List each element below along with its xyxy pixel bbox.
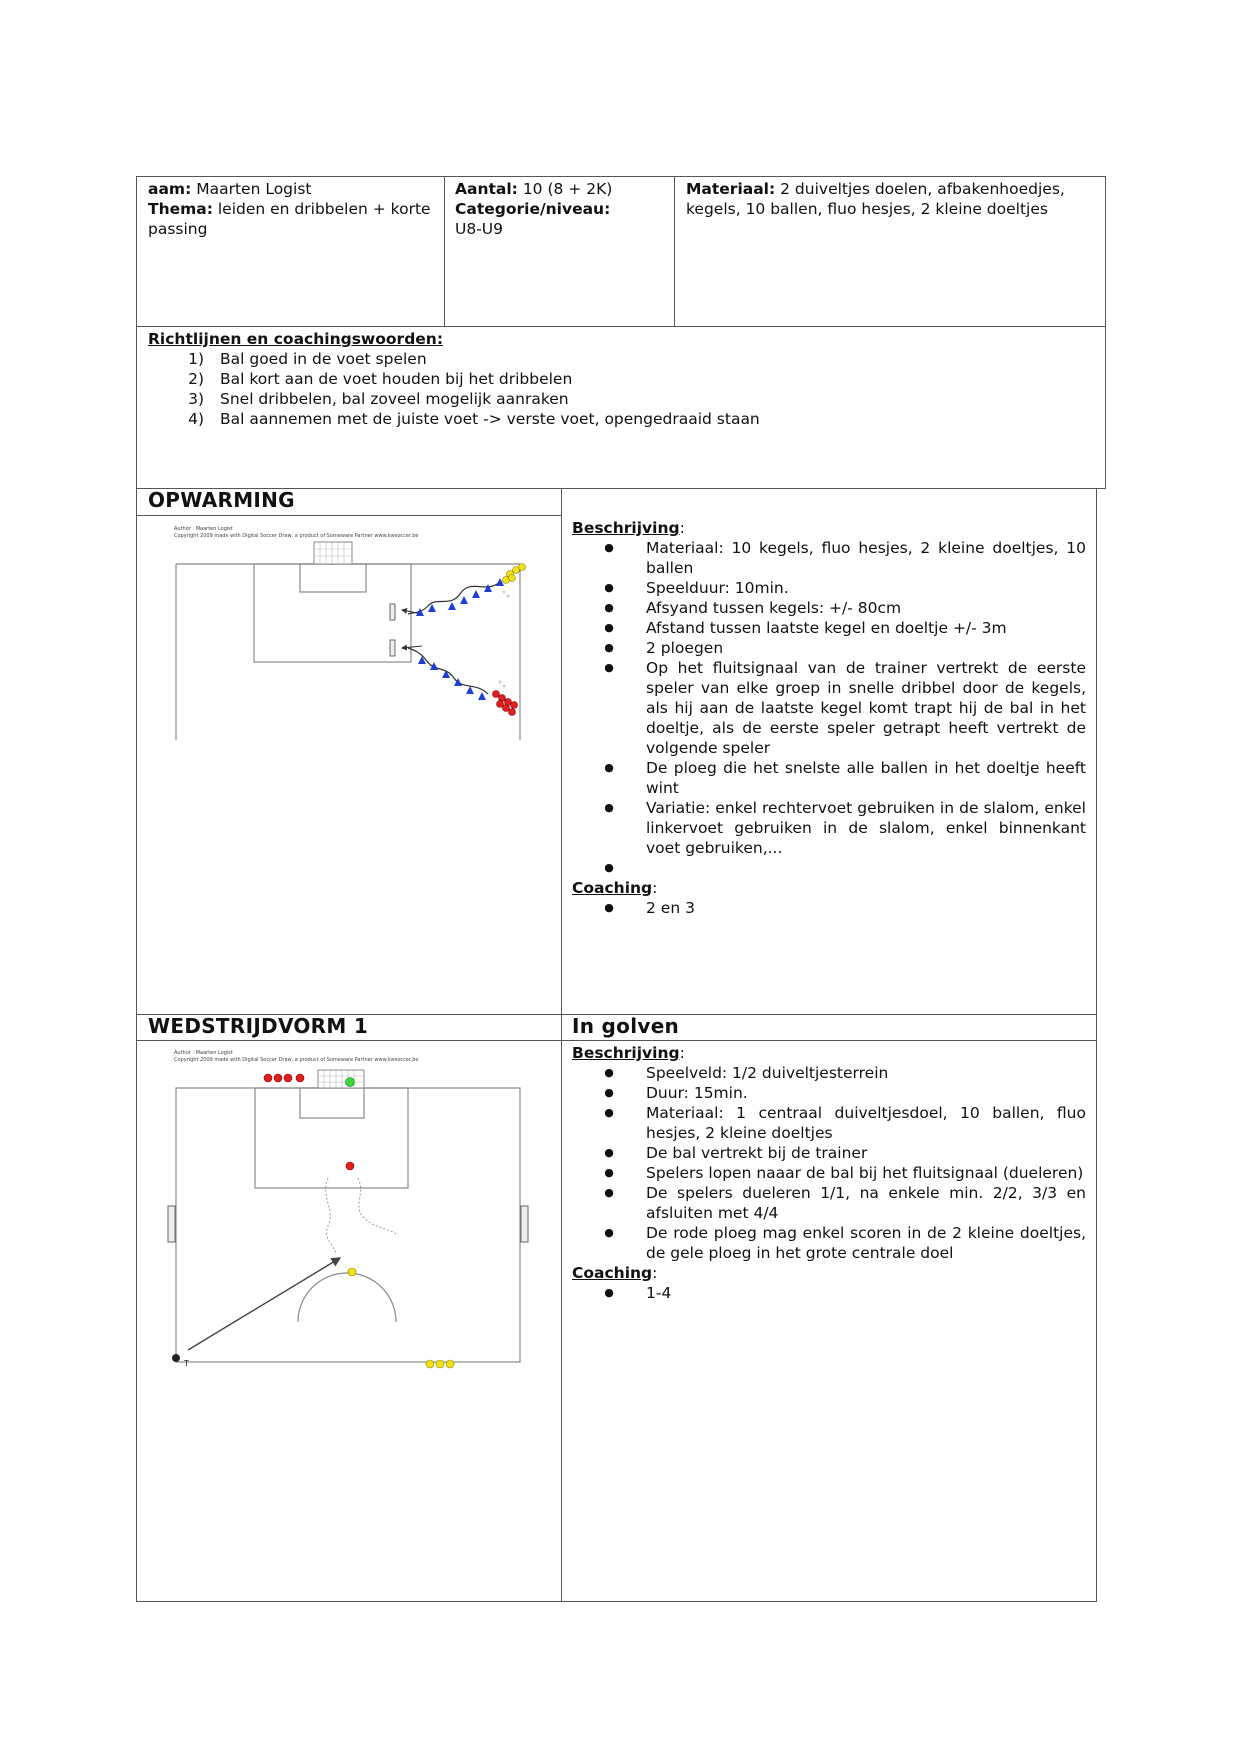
list-item: 2) Bal kort aan de voet houden bij het dribbelen [188, 370, 573, 388]
list-item: 3) Snel dribbelen, bal zoveel mogelijk aanraken [188, 390, 569, 408]
list-item: ● Materiaal: 10 kegels, fluo hesjes, 2 kleine doeltjes, 10 ballen [604, 539, 1086, 577]
warmup-col-divider [561, 488, 562, 1015]
list-item: ● Speelduur: 10min. [604, 579, 789, 597]
diagram-caption: Copyright 2009 made with Digital Soccer Draw, a product of Someware Partner www.kwsoccer.be [174, 533, 419, 539]
guidelines [148, 329, 1088, 429]
category-label: Categorie/niveau: [455, 200, 611, 218]
count-label: Aantal: [455, 180, 518, 198]
list-item: ● Afsyand tussen kegels: +/- 80cm [604, 599, 902, 617]
small-goal [390, 604, 395, 620]
small-goal [168, 1206, 175, 1242]
match1-diagram [160, 1048, 540, 1368]
warmup-list [572, 538, 1086, 878]
coaching-label: Coaching [572, 879, 653, 897]
list-item: ● De spelers dueleren 1/1, na enkele min. 2/2, 3/3 en afsluiten met 4/4 [604, 1184, 1086, 1222]
list-item: ● 2 en 3 [604, 899, 695, 917]
name-value: Maarten Logist [196, 180, 312, 198]
category-value: U8-U9 [455, 220, 504, 238]
list-item: ● Duur: 15min. [604, 1084, 748, 1102]
description-label: Beschrijving [572, 1044, 680, 1062]
header-name-theme-cell [148, 179, 440, 239]
list-item: ● 1-4 [604, 1284, 672, 1302]
list-item: ● Spelers lopen naaar de bal bij het fluitsignaal (dueleren) [604, 1164, 1084, 1182]
list-item: ● Variatie: enkel rechtervoet gebruiken in de slalom, enkel linkervoet gebruiken in de slalom, enkel binnenkant voet gebruiken,... [604, 799, 1086, 857]
guidelines-list [148, 349, 1088, 429]
yellow-players [503, 564, 526, 584]
list-item: ● 2 ploegen [604, 639, 724, 657]
trainer-mark: T [184, 1359, 189, 1368]
match1-title-rule [136, 1040, 1097, 1041]
warmup-coaching-list [572, 898, 1086, 918]
warmup-diagram [170, 522, 550, 744]
list-item: ● De ploeg die het snelste alle ballen in het doeltje heeft wint [604, 759, 1086, 797]
list-item: ● Materiaal: 1 centraal duiveltjesdoel, 10 ballen, fluo hesjes, 2 kleine doeltjes [604, 1104, 1086, 1142]
coaching-label: Coaching [572, 1264, 653, 1282]
list-item: ● Op het fluitsignaal van de trainer vertrekt de eerste speler van elke groep in snelle dribbel door de kegels, als hij aan de laatste kegel komt trapt hij de bal in het doeltje, als de eerste speler getrapt heeft vertrekt de volgende speler [604, 659, 1086, 757]
warmup-title-rule [136, 515, 561, 516]
theme-value: leiden en dribbelen + korte passing [148, 200, 431, 238]
list-item: 4) Bal aannemen met de juiste voet -> verste voet, opengedraaid staan [188, 410, 760, 428]
list-item: 1) Bal goed in de voet spelen [188, 350, 427, 368]
match1-col-divider [561, 1014, 562, 1602]
header-material-cell [686, 179, 1102, 219]
cones [416, 578, 504, 700]
trainer [172, 1354, 180, 1362]
big-goal [318, 1070, 364, 1088]
diagram-caption: Author : Maarten Logist [174, 526, 233, 532]
material-value: 2 duiveltjes doelen, afbakenhoedjes, kegels, 10 ballen, fluo hesjes, 2 kleine doeltjes [686, 180, 1065, 218]
list-item: ● Afstand tussen laatste kegel en doeltje +/- 3m [604, 619, 1007, 637]
small-goal [521, 1206, 528, 1242]
header-divider-1 [444, 176, 445, 327]
theme-label: Thema: [148, 200, 213, 218]
description-label: Beschrijving [572, 519, 680, 537]
diagram-caption: Copyright 2009 made with Digital Soccer Draw, a product of Someware Partner www.kwsoccer.be [174, 1057, 419, 1063]
match1-subtitle: In golven [572, 1014, 680, 1038]
name-label: aam: [148, 180, 192, 198]
match1-description: Beschrijving: ● Speelveld: 1/2 duiveltjesterrein ● Duur: 15min. ● Materiaal: 1 centraal duiveltjesdoel, 10 ballen, fluo hesjes, 2 kleine doeltjes ● De bal vertrekt bij de trainer ● Spelers lopen naaar de bal bij het fluitsignaal (dueleren) ● De spelers dueleren 1/1, na enkele min. 2/2, 3/3 en afsluiten met 4/4 ● De rode ploeg mag enkel scoren in de 2 kleine doeltjes, de gele ploeg in het grote centrale doel Coaching: ● 1-4 [572, 1044, 1086, 1302]
count-value: 10 (8 + 2K) [522, 180, 613, 198]
material-label: Materiaal: [686, 180, 776, 198]
guidelines-title: Richtlijnen en coachingswoorden: [148, 330, 444, 348]
match1-title: WEDSTRIJDVORM 1 [148, 1014, 369, 1038]
small-goal [390, 640, 395, 656]
header-divider-2 [674, 176, 675, 327]
keeper [346, 1078, 355, 1087]
match1-list [572, 1063, 1086, 1263]
list-item: ● [604, 861, 614, 874]
list-item: ● Speelveld: 1/2 duiveltjesterrein [604, 1064, 889, 1082]
diagram-caption: Author : Maarten Logist [174, 1050, 233, 1056]
red-players [493, 691, 518, 716]
header-count-cell [455, 179, 670, 239]
list-item: ● De rode ploeg mag enkel scoren in de 2 kleine doeltjes, de gele ploeg in het grote centrale doel [604, 1224, 1086, 1262]
warmup-description: Beschrijving: ● Materiaal: 10 kegels, fluo hesjes, 2 kleine doeltjes, 10 ballen ● Speelduur: 10min. ● Afsyand tussen kegels: +/- 80cm ● Afstand tussen laatste kegel en doeltje +/- 3m ● 2 ploegen ● Op het fluitsignaal van de trainer vertrekt de eerste speler van elke groep in snelle dribbel door de kegels, als hij aan de laatste kegel komt trapt hij de bal in het doeltje, als de eerste speler getrapt heeft vertrekt de volgende speler ● De ploeg die het snelste alle ballen in het doeltje heeft wint ● Variatie: enkel rechtervoet gebruiken in de slalom, enkel linkervoet gebruiken in de slalom, enkel binnenkant voet gebruiken,... ● Coaching: ● 2 en 3 [572, 519, 1086, 917]
list-item: ● De bal vertrekt bij de trainer [604, 1144, 868, 1162]
warmup-title: OPWARMING [148, 488, 295, 512]
match1-coaching-list [572, 1283, 1086, 1303]
